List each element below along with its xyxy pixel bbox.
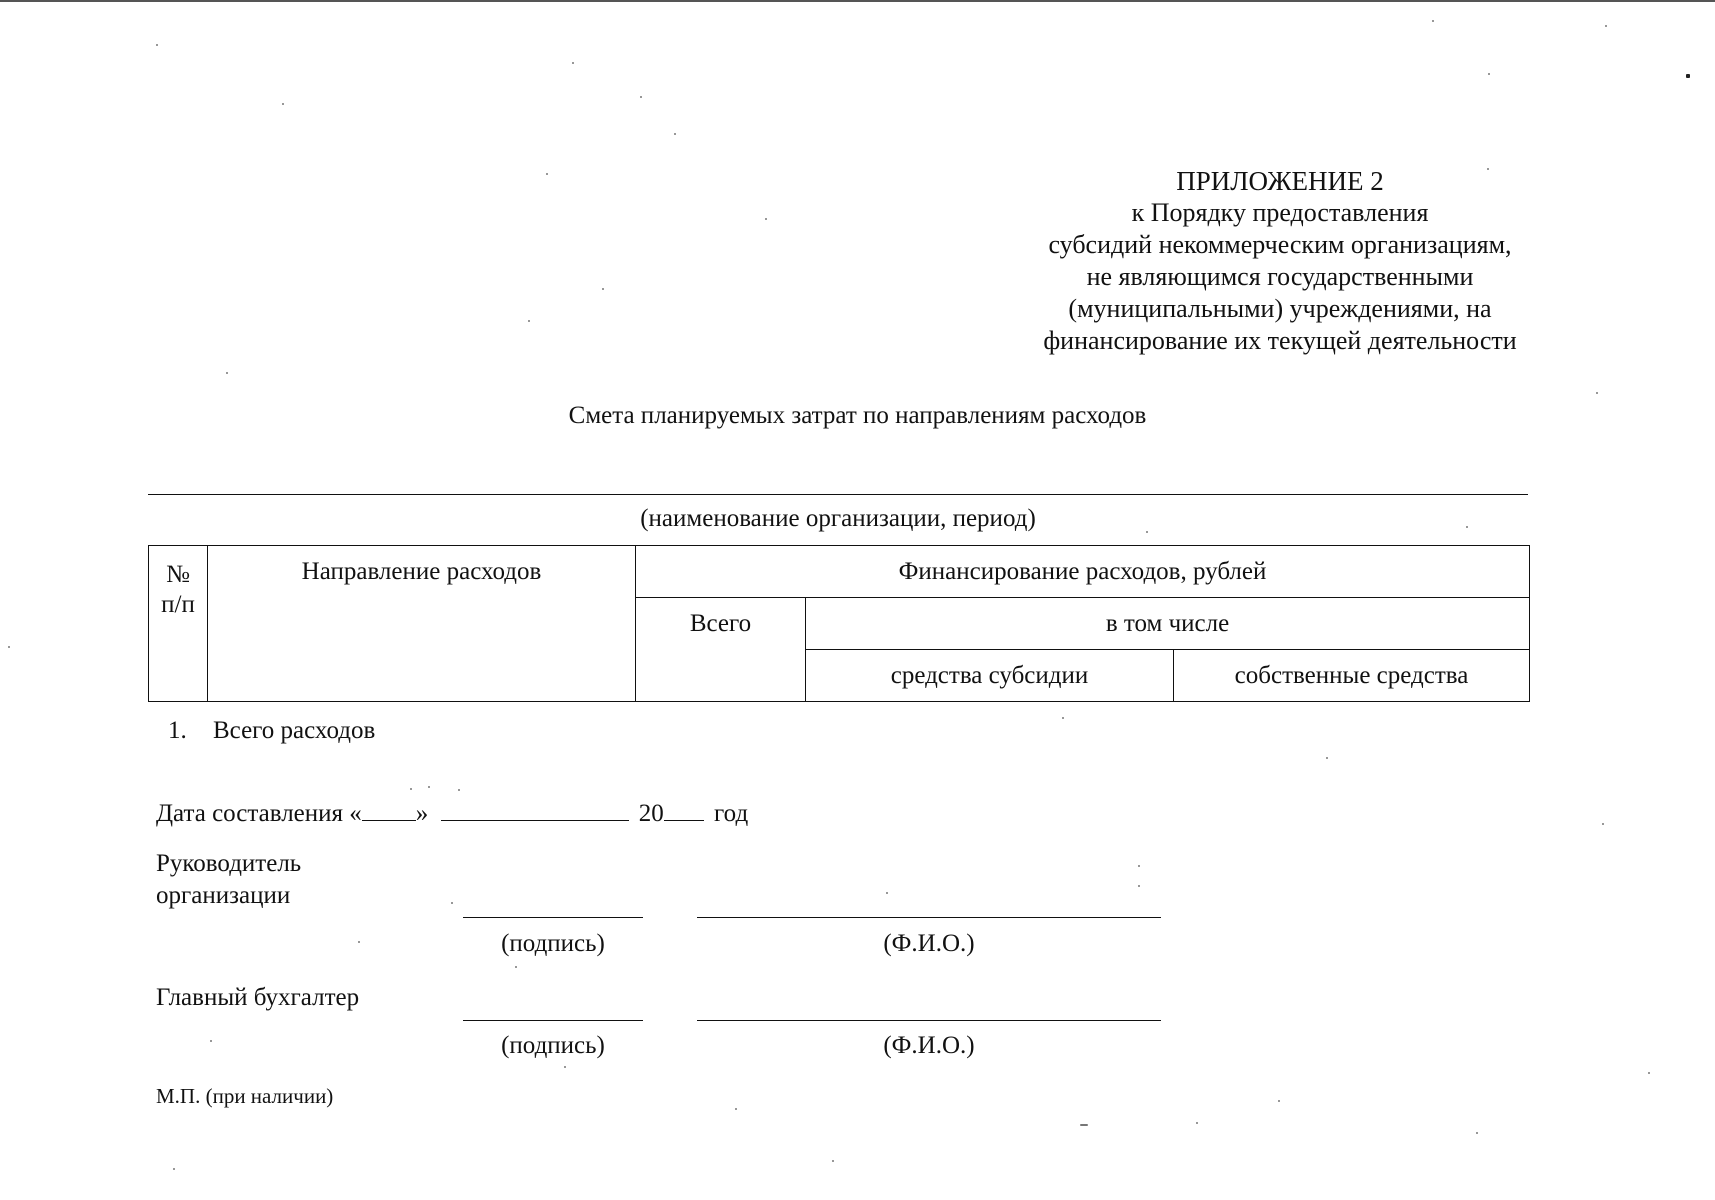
accountant-signature-caption: (подпись) bbox=[501, 1032, 605, 1059]
head-signature-field[interactable] bbox=[463, 917, 643, 918]
scan-speck bbox=[1138, 885, 1140, 887]
row-label: Всего расходов bbox=[213, 717, 376, 744]
header-number-symbol: № bbox=[166, 561, 190, 588]
scan-speck bbox=[226, 372, 228, 374]
scan-speck bbox=[735, 1108, 737, 1110]
scan-speck bbox=[674, 133, 676, 135]
date-year-field[interactable] bbox=[664, 798, 704, 821]
budget-table bbox=[148, 545, 1530, 702]
accountant-name-caption: (Ф.И.О.) bbox=[883, 1032, 975, 1059]
appendix-line: к Порядку предоставления bbox=[1131, 198, 1429, 227]
scan-speck bbox=[1080, 1124, 1088, 1126]
scan-speck bbox=[1686, 74, 1690, 78]
date-year-suffix: год bbox=[714, 800, 749, 827]
scan-speck bbox=[1326, 757, 1328, 759]
scan-speck bbox=[1062, 717, 1064, 719]
scan-speck bbox=[765, 218, 767, 220]
header-number bbox=[149, 546, 208, 702]
scan-speck bbox=[428, 786, 430, 788]
head-signature-caption: (подпись) bbox=[501, 930, 605, 957]
header-direction: Направление расходов bbox=[208, 546, 636, 702]
accountant-label: Главный бухгалтер bbox=[156, 984, 360, 1011]
header-number-abbrev: п/п bbox=[161, 591, 195, 618]
date-label: Дата составления « bbox=[156, 800, 362, 827]
header-financing: Финансирование расходов, рублей bbox=[636, 546, 1530, 598]
scan-speck bbox=[1432, 20, 1434, 22]
scan-speck bbox=[410, 788, 412, 790]
scan-speck bbox=[1146, 531, 1148, 533]
date-year-prefix: 20 bbox=[638, 800, 664, 827]
scan-speck bbox=[832, 1160, 834, 1162]
scan-speck bbox=[8, 646, 10, 648]
scan-speck bbox=[458, 789, 460, 791]
scan-speck bbox=[1596, 392, 1598, 394]
head-label-line: Руководитель bbox=[156, 850, 302, 877]
page-top-edge bbox=[0, 0, 1715, 2]
scan-speck bbox=[515, 966, 517, 968]
scan-speck bbox=[572, 62, 574, 64]
appendix-line: не являющимся государственными bbox=[1086, 262, 1474, 291]
header-including: в том числе bbox=[806, 598, 1530, 650]
scan-speck bbox=[282, 103, 284, 105]
head-name-caption: (Ф.И.О.) bbox=[883, 930, 975, 957]
scan-speck bbox=[528, 320, 530, 322]
scan-speck bbox=[451, 902, 453, 904]
head-label-line: организации bbox=[156, 882, 291, 909]
date-close-quote: » bbox=[415, 800, 429, 827]
scan-speck bbox=[173, 1168, 175, 1170]
scan-speck bbox=[1278, 1100, 1280, 1102]
stamp-note: М.П. (при наличии) bbox=[156, 1084, 334, 1108]
date-month-field[interactable] bbox=[441, 798, 629, 821]
head-label bbox=[156, 848, 301, 912]
scan-speck bbox=[1466, 526, 1468, 528]
scan-speck bbox=[1487, 168, 1489, 170]
appendix-line: финансирование их текущей деятельности bbox=[1043, 326, 1517, 355]
scan-speck bbox=[640, 96, 642, 98]
scan-speck bbox=[602, 288, 604, 290]
scan-speck bbox=[358, 941, 360, 943]
accountant-signature-field[interactable] bbox=[463, 1020, 643, 1021]
scan-speck bbox=[1196, 1122, 1198, 1124]
scan-speck bbox=[1605, 25, 1607, 27]
scan-speck bbox=[1476, 1132, 1478, 1134]
header-total: Всего bbox=[636, 598, 806, 702]
date-day-field[interactable] bbox=[362, 798, 416, 821]
scan-speck bbox=[1138, 865, 1140, 867]
date-line bbox=[156, 798, 748, 828]
scan-speck bbox=[886, 892, 888, 894]
estimate-title: Смета планируемых затрат по направлениям расходов bbox=[568, 402, 1147, 429]
scan-speck bbox=[1488, 73, 1490, 75]
scan-speck bbox=[156, 44, 158, 46]
organization-caption: (наименование организации, период) bbox=[640, 505, 1036, 532]
appendix-title: ПРИЛОЖЕНИЕ 2 bbox=[1176, 166, 1384, 196]
appendix-line: (муниципальными) учреждениями, на bbox=[1068, 294, 1492, 323]
header-subsidy: средства субсидии bbox=[806, 650, 1174, 702]
scan-speck bbox=[210, 1040, 212, 1042]
row-number: 1. bbox=[168, 717, 187, 744]
table-row bbox=[168, 717, 375, 745]
header-own-funds: собственные средства bbox=[1174, 650, 1530, 702]
scan-speck bbox=[546, 173, 548, 175]
appendix-line: субсидий некоммерческим организациям, bbox=[1048, 230, 1512, 259]
scan-speck bbox=[1602, 823, 1604, 825]
appendix-header bbox=[960, 165, 1600, 357]
scan-speck bbox=[1648, 1072, 1650, 1074]
organization-name-field[interactable] bbox=[148, 494, 1528, 495]
accountant-name-field[interactable] bbox=[697, 1020, 1161, 1021]
head-name-field[interactable] bbox=[697, 917, 1161, 918]
scan-speck bbox=[564, 1066, 566, 1068]
